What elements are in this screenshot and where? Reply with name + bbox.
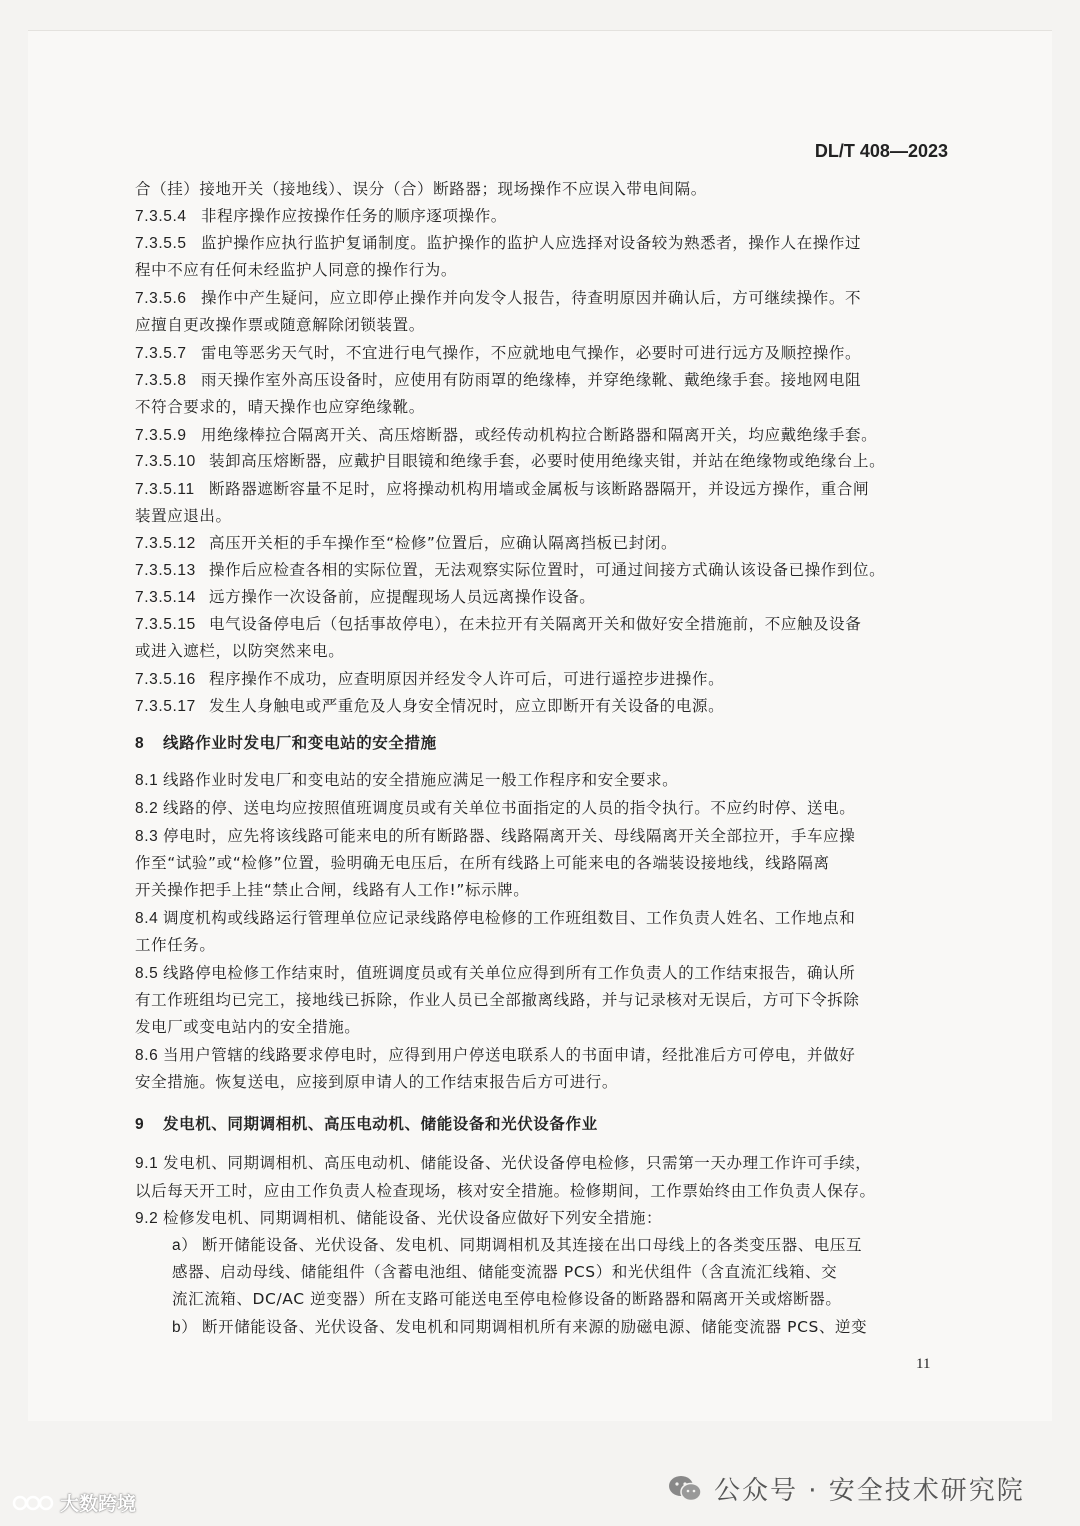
- clause-text: 线路的停、送电均应按照值班调度员或有关单位书面指定的人员的指令执行。不应约时停、送电。: [163, 799, 856, 817]
- text-line: [135, 314, 950, 336]
- text-line: [135, 962, 950, 985]
- text-line: [172, 1234, 950, 1257]
- clause-number: 7.3.5.7: [135, 345, 187, 362]
- clause-number: 7.3.5.10: [135, 453, 196, 470]
- text-line: [135, 1180, 950, 1202]
- clause-text: 以后每天开工时，应由工作负责人检查现场，核对安全措施。检修期间，工作票始终由工作负责人保存。: [135, 1182, 876, 1200]
- clause-text: 程序操作不成功，应查明原因并经发令人许可后，可进行遥控步进操作。: [209, 670, 725, 688]
- text-line: [172, 1316, 950, 1339]
- clause-text: 雨天操作室外高压设备时，应使用有防雨罩的绝缘棒，并穿绝缘靴、戴绝缘手套。接地网电阻: [201, 371, 862, 389]
- clause-number: 8.5: [135, 965, 159, 982]
- clause-number: 9.1: [135, 1155, 159, 1172]
- clause-text: 操作中产生疑问，应立即停止操作并向发令人报告，待查明原因并确认后，方可继续操作。不: [201, 289, 862, 307]
- clause-text: 发生人身触电或严重危及人身安全情况时，应立即断开有关设备的电源。: [209, 697, 725, 715]
- text-line: [135, 695, 950, 718]
- clause-text: 工作任务。: [135, 936, 216, 954]
- watermark-left-text: 大数跨境: [60, 1493, 137, 1515]
- text-line: [135, 505, 950, 527]
- text-line: [135, 478, 950, 501]
- clause-number: 7.3.5.11: [135, 481, 195, 498]
- clause-number: a）: [172, 1237, 198, 1254]
- clause-text: 不符合要求的，晴天操作也应穿绝缘靴。: [135, 398, 425, 416]
- clause-number: 7.3.5.13: [135, 562, 196, 579]
- clause-number: 7.3.5.5: [135, 235, 187, 252]
- clause-text: 线路停电检修工作结束时，值班调度员或有关单位应得到所有工作负责人的工作结束报告，确认所: [163, 964, 856, 982]
- clause-text: 高压开关柜的手车操作至“检修”位置后，应确认隔离挡板已封闭。: [209, 534, 678, 552]
- clause-text: 调度机构或线路运行管理单位应记录线路停电检修的工作班组数目、工作负责人姓名、工作地点和: [163, 909, 856, 927]
- text-line: [135, 178, 950, 200]
- clause-number: 8.3: [135, 828, 159, 845]
- section-heading: [135, 732, 950, 755]
- text-line: [135, 342, 950, 365]
- clause-text: 或进入遮栏，以防突然来电。: [135, 642, 345, 660]
- clause-number: 8.6: [135, 1047, 159, 1064]
- clause-number: 8.2: [135, 800, 159, 817]
- clause-text: 远方操作一次设备前，应提醒现场人员远离操作设备。: [209, 588, 596, 606]
- clause-text: 断开储能设备、光伏设备、发电机和同期调相机所有来源的励磁电源、储能变流器 PCS、逆变: [202, 1318, 868, 1336]
- clause-number: 7.3.5.16: [135, 671, 196, 688]
- clause-text: 当用户管辖的线路要求停电时，应得到用户停送电联系人的书面申请，经批准后方可停电，并做好: [163, 1046, 856, 1064]
- clause-text: 应擅自更改操作票或随意解除闭锁装置。: [135, 316, 425, 334]
- clause-number: b）: [172, 1319, 198, 1336]
- clause-text: 安全措施。恢复送电，应接到原申请人的工作结束报告后方可进行。: [135, 1073, 619, 1091]
- clause-number: 9: [135, 1116, 145, 1133]
- clause-text: 线路作业时发电厂和变电站的安全措施应满足一般工作程序和安全要求。: [163, 771, 679, 789]
- clause-text: 断开储能设备、光伏设备、发电机、同期调相机及其连接在出口母线上的各类变压器、电压互: [202, 1236, 863, 1254]
- clause-text: 非程序操作应按操作任务的顺序逐项操作。: [201, 207, 507, 225]
- clause-number: 7.3.5.17: [135, 698, 196, 715]
- text-line: [135, 640, 950, 662]
- clause-text: 感器、启动母线、储能组件（含蓄电池组、储能变流器 PCS）和光伏组件（含直流汇线箱、交: [172, 1263, 838, 1281]
- clause-number: 7.3.5.8: [135, 372, 187, 389]
- clause-text: 检修发电机、同期调相机、储能设备、光伏设备应做好下列安全措施：: [163, 1209, 663, 1227]
- text-line: [135, 989, 950, 1011]
- wechat-watermark: [668, 1470, 1025, 1507]
- text-line: [135, 1152, 950, 1175]
- wechat-icon: [668, 1475, 702, 1503]
- clause-text: 断路器遮断容量不足时，应将操动机构用墙或金属板与该断路器隔开，并设远方操作，重合闸: [209, 480, 870, 498]
- clause-text: 发电机、同期调相机、高压电动机、储能设备、光伏设备停电检修，只需第一天办理工作许可手续，: [163, 1154, 872, 1172]
- clause-number: 8.1: [135, 772, 159, 789]
- clause-text: 装卸高压熔断器，应戴护目眼镜和绝缘手套，必要时使用绝缘夹钳，并站在绝缘物或绝缘台上。: [209, 452, 886, 470]
- text-line: [135, 852, 950, 874]
- section-heading: [135, 1113, 950, 1136]
- clause-number: 7.3.5.6: [135, 290, 187, 307]
- clause-number: 7.3.5.9: [135, 427, 187, 444]
- text-line: [135, 586, 950, 609]
- clause-text: 电气设备停电后（包括事故停电），在未拉开有关隔离开关和做好安全措施前，不应触及设备: [209, 615, 862, 633]
- clause-text: 停电时，应先将该线路可能来电的所有断路器、线路隔离开关、母线隔离开关全部拉开，手车应操: [163, 827, 856, 845]
- clause-text: 有工作班组均已完工，接地线已拆除，作业人员已全部撤离线路，并与记录核对无误后，方可下令拆除: [135, 991, 860, 1009]
- text-line: [135, 825, 950, 848]
- clause-text: 作至“试验”或“检修”位置，验明确无电压后，在所有线路上可能来电的各端装设接地线，线路隔离: [135, 854, 830, 872]
- clause-number: 7.3.5.15: [135, 616, 196, 633]
- clause-text: 发电厂或变电站内的安全措施。: [135, 1018, 361, 1036]
- page-number: 11: [916, 1356, 931, 1372]
- clause-text: 雷电等恶劣天气时，不宜进行电气操作，不应就地电气操作，必要时可进行远方及顺控操作。: [201, 344, 862, 362]
- clause-text: 监护操作应执行监护复诵制度。监护操作的监护人应选择对设备较为熟悉者，操作人在操作过: [201, 234, 862, 252]
- text-line: [172, 1261, 950, 1283]
- text-line: [135, 1207, 950, 1230]
- text-line: [135, 559, 950, 582]
- text-line: [135, 797, 950, 820]
- clause-text: 装置应退出。: [135, 507, 232, 525]
- watermark-right-text: 公众号 · 安全技术研究院: [714, 1476, 1025, 1506]
- doc-code: DL/T 408—2023: [814, 141, 948, 161]
- clause-text: 用绝缘棒拉合隔离开关、高压熔断器，或经传动机构拉合断路器和隔离开关，均应戴绝缘手套。: [201, 426, 878, 444]
- text-line: [135, 259, 950, 281]
- text-line: [135, 396, 950, 418]
- clause-number: 8.4: [135, 910, 159, 927]
- clause-text: 流汇流箱、DC/AC 逆变器）所在支路可能送电至停电检修设备的断路器和隔离开关或熔断器。: [172, 1290, 842, 1308]
- text-line: [135, 450, 950, 473]
- clause-text: 发电机、同期调相机、高压电动机、储能设备和光伏设备作业: [163, 1115, 598, 1133]
- brand-logo-icon: [12, 1492, 56, 1514]
- text-line: [135, 769, 950, 792]
- text-line: [135, 1044, 950, 1067]
- clause-text: 程中不应有任何未经监护人同意的操作行为。: [135, 261, 458, 279]
- text-line: [135, 907, 950, 930]
- brand-watermark: [12, 1489, 136, 1516]
- clause-text: 开关操作把手上挂“禁止合闸，线路有人工作!”标示牌。: [135, 881, 530, 899]
- text-line: [172, 1288, 950, 1310]
- text-line: [135, 287, 950, 310]
- clause-number: 7.3.5.14: [135, 589, 196, 606]
- text-line: [135, 668, 950, 691]
- text-line: [135, 934, 950, 956]
- text-line: [135, 879, 950, 901]
- clause-number: 7.3.5.4: [135, 208, 187, 225]
- text-line: [135, 1071, 950, 1093]
- clause-number: 9.2: [135, 1210, 159, 1227]
- text-line: [135, 205, 950, 228]
- clause-text: 线路作业时发电厂和变电站的安全措施: [163, 734, 437, 752]
- clause-text: 合（挂）接地开关（接地线）、误分（合）断路器；现场操作不应误入带电间隔。: [135, 180, 707, 198]
- text-line: [135, 613, 950, 636]
- text-line: [135, 369, 950, 392]
- text-line: [135, 532, 950, 555]
- clause-number: 7.3.5.12: [135, 535, 196, 552]
- text-line: [135, 1016, 950, 1038]
- clause-number: 8: [135, 735, 145, 752]
- clause-text: 操作后应检查各相的实际位置，无法观察实际位置时，可通过间接方式确认该设备已操作到位。: [209, 561, 886, 579]
- text-line: [135, 424, 950, 447]
- text-line: [135, 232, 950, 255]
